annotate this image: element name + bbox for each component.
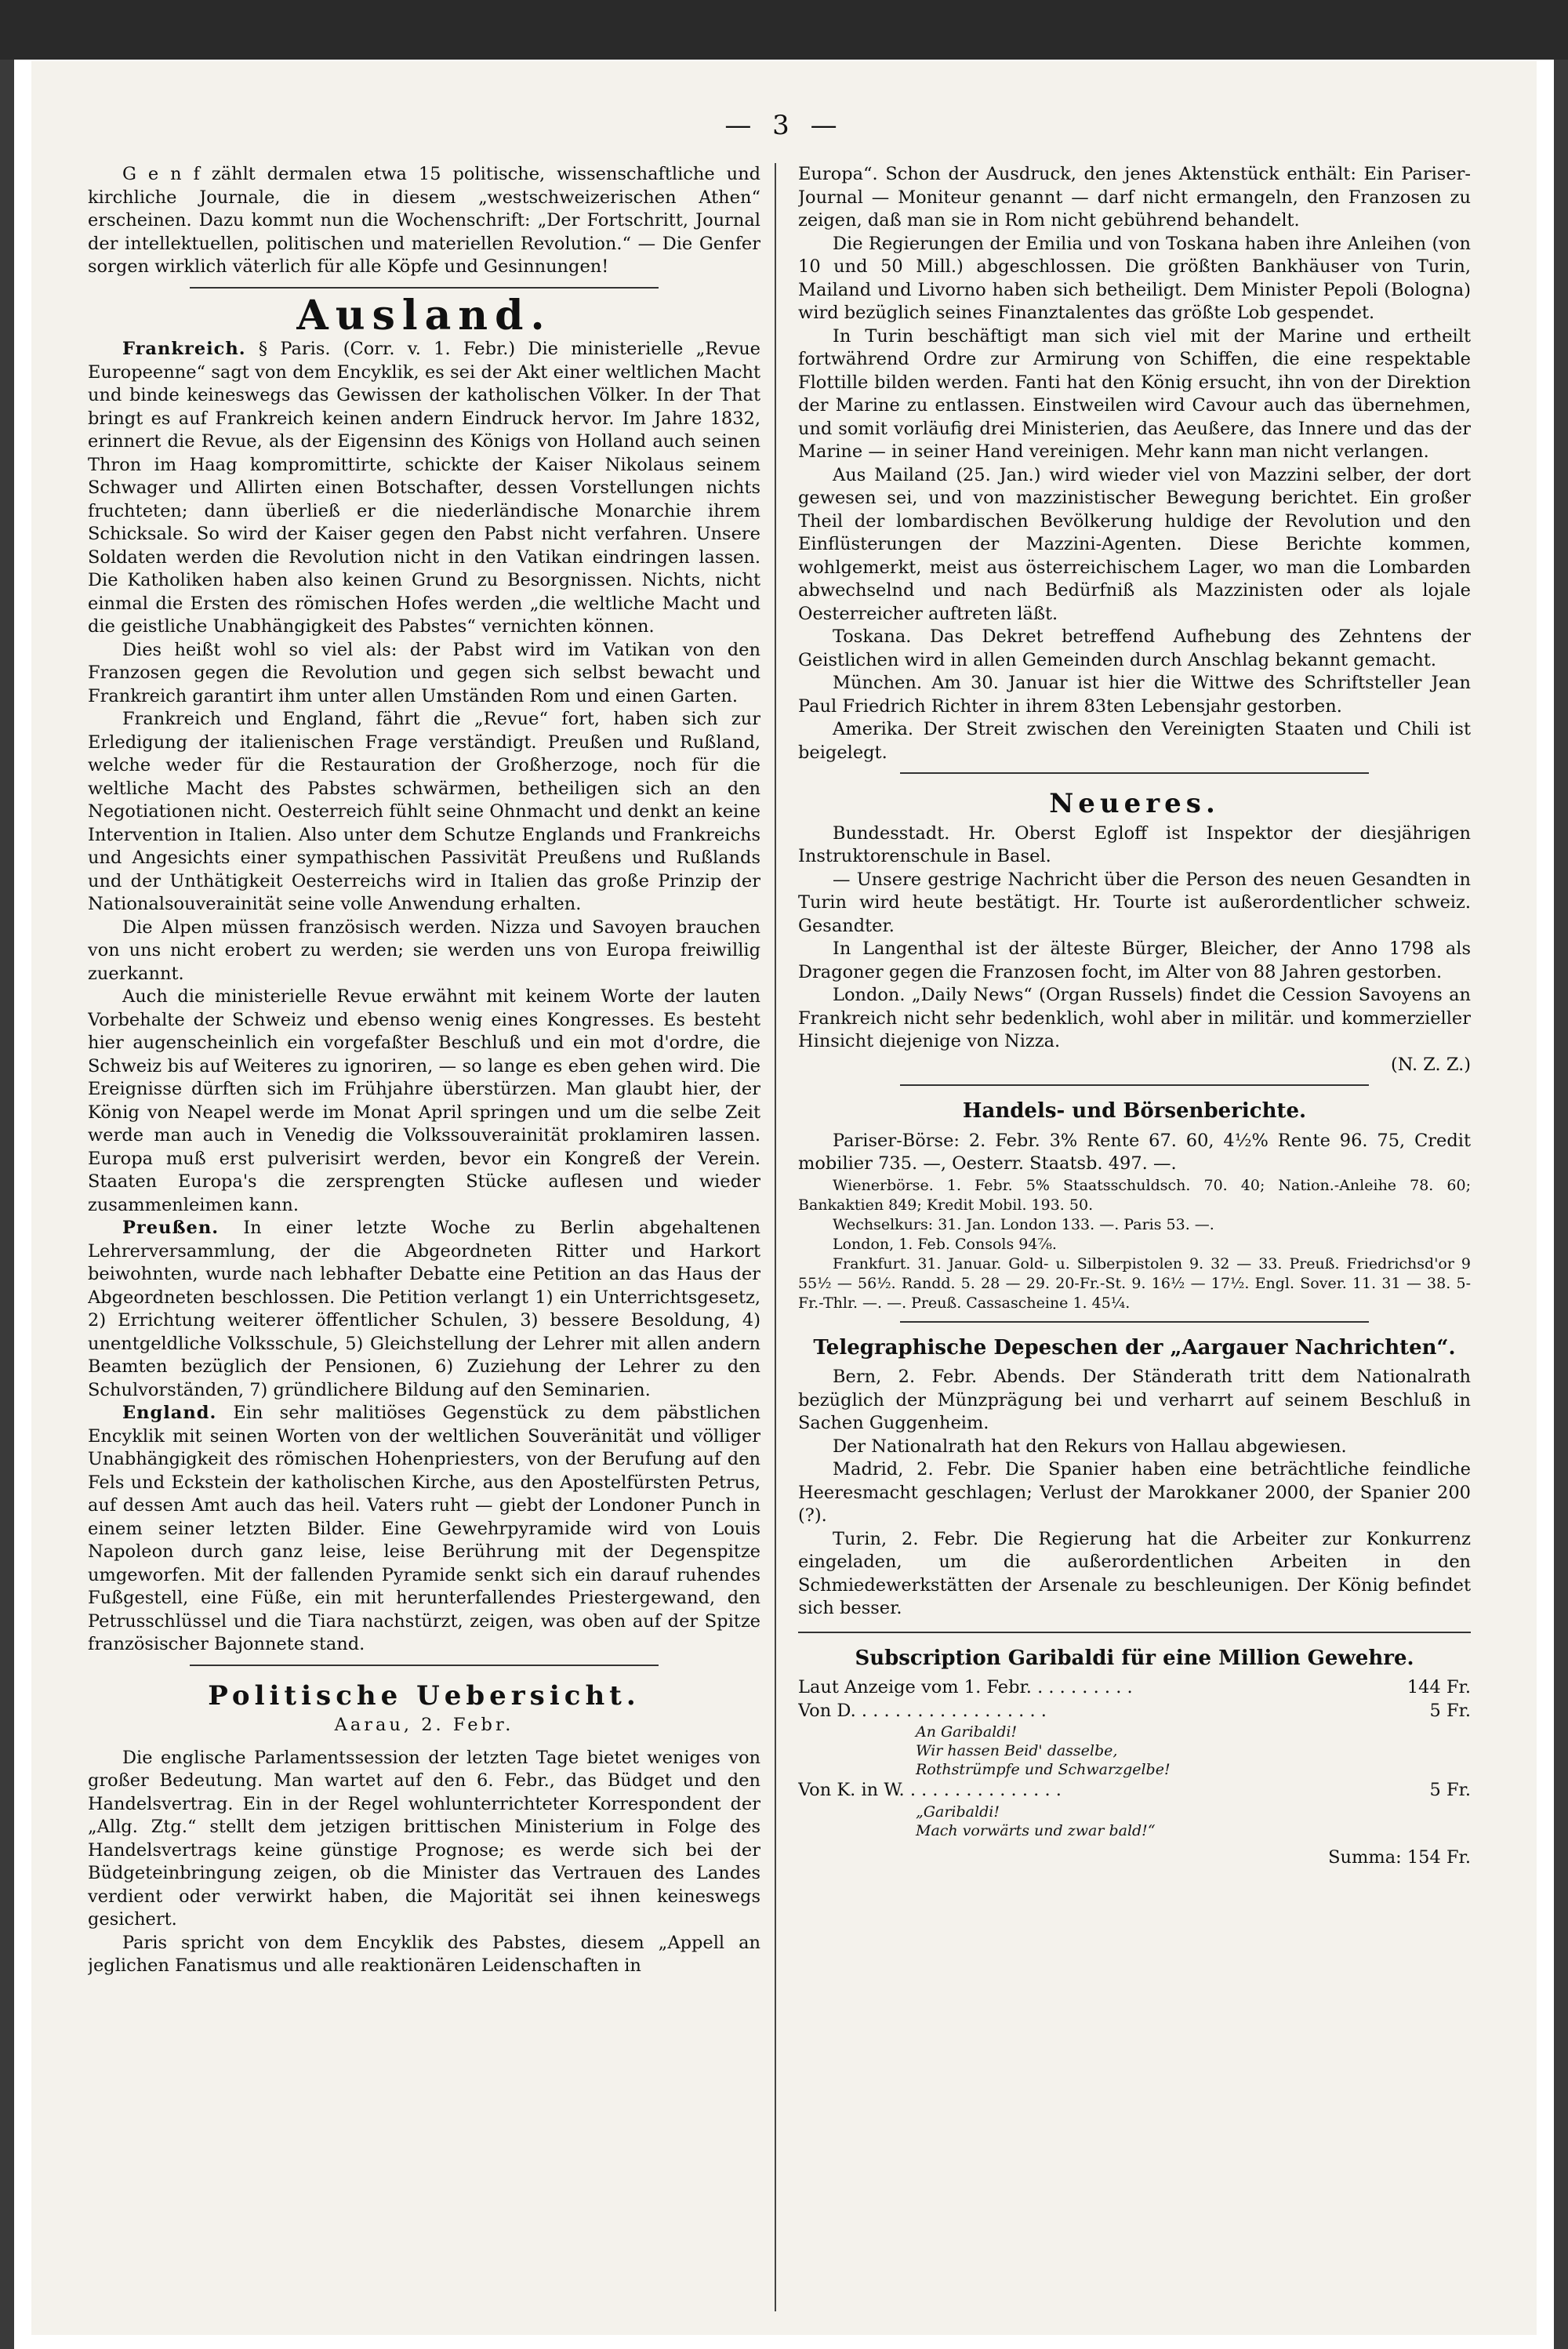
genf-paragraph: G e n f zählt dermalen etwa 15 politische, wissenschaftliche und kirchliche Journale, die in diesem „westschweizerischen Athen“ erscheinen. Dazu kommt nun die Wochenschrift: „Der Fortschritt, Journal der intellektuellen, politischen und materiellen Revolution.“ — Die Genfer sorgen wirklich väterlich für alle Köpfe und Gesinnungen!	[88, 164, 760, 277]
scan-right-border	[1554, 60, 1568, 2349]
telegraph-heading: Telegraphische Depeschen der „Aargauer Nachrichten“.	[813, 1335, 1456, 1360]
paris-boerse-paragraph: Pariser-Börse: 2. Febr. 3% Rente 67. 60, 4½% Rente 96. 75, Credit mobilier 735. —, Oesterr. Staatsb. 497. —.	[798, 1130, 1471, 1174]
scan-top-border	[0, 0, 1568, 60]
ausland-heading: Ausland.	[296, 291, 552, 339]
right-column	[798, 163, 1471, 2311]
frankreich-label: Frankreich.	[122, 339, 246, 359]
england-text: Ein sehr malitiöses Gegenstück zu dem päbstlichen Encyklik mit seinen Worten von der weltlichen Souveränität und völliger Unabhängigkeit des römischen Hohenpriesters, von der Berufung auf den Fels und Eckstein der katholischen Kirche, aus den Apostelfürsten Petrus, auf dessen Amt auch das heil. Vaters ruht — giebt der Londoner Punch in einem seiner letzten Bilder. Eine Gewehrpyramide wird von Louis Napoleon durch ganz leise, leise Berührung mit der Degenspitze umgeworfen. Mit der fallenden Pyramide senkt sich ein darauf ruhendes Fußgestell, eine Füße, ein mit herunterfallendes Priestergewand, den Petrusschlüssel und die Tiara nachstürzt, zeigen, was oben auf der Spitze französischer Bajonnete stand.	[88, 1403, 760, 1654]
uebersicht-paragraph-2: Paris spricht von dem Encyklik des Pabstes, diesem „Appell an jeglichen Fanatismus und alle reaktionären Leidenschaften in	[88, 1932, 760, 1976]
section-rule	[190, 287, 659, 289]
nationalrath-paragraph: Der Nationalrath hat den Rekurs von Hallau abgewiesen.	[833, 1436, 1347, 1457]
subscription-row	[798, 1700, 1471, 1723]
subscription-amount: 144 Fr.	[1406, 1677, 1471, 1697]
mailand-paragraph: Aus Mailand (25. Jan.) wird wieder viel von Mazzini selber, der dort gewesen sei, und von mazzinistischer Bewegung berichtet. Ein großer Theil der lombardischen Bevölkerung huldige der Revolution und den Einflüsterungen der Mazzini-Agenten. Diese Berichte kommen, wohlgemerkt, meist aus österreichischem Lager, wo man die Lombarden abwechselnd und nach Bedürfniß als Mazzinisten oder als lojale Oesterreicher auftreten läßt.	[798, 464, 1471, 624]
subscription-heading: Subscription Garibaldi für eine Million Gewehre.	[855, 1646, 1414, 1670]
england-paragraph	[88, 1402, 760, 1657]
continued-paragraph: Europa“. Schon der Ausdruck, den jenes Aktenstück enthält: Ein Pariser-Journal — Moniteur genannt — darf nicht ermangeln, den Franzosen zu zeigen, daß man sie in Rom nicht gebührend behandelt.	[798, 164, 1471, 231]
toskana-paragraph: Toskana. Das Dekret betreffend Aufhebung des Zehntens der Geistlichen wird in allen Gemeinden durch Anschlag bekannt gemacht.	[798, 626, 1471, 670]
london-consols-paragraph: London, 1. Feb. Consols 94⅞.	[833, 1235, 1057, 1253]
preussen-paragraph	[88, 1217, 760, 1402]
amerika-paragraph: Amerika. Der Streit zwischen den Vereinigten Staaten und Chili ist beigelegt.	[798, 719, 1471, 763]
subscription-total: Summa: 154 Fr.	[1328, 1846, 1471, 1868]
poem-line: Mach vorwärts und zwar bald!“	[916, 1821, 1156, 1839]
turin2-paragraph: Turin, 2. Febr. Die Regierung hat die Arbeiter zur Konkurrenz eingeladen, um die außerordentlichen Arbeiten in den Schmiedewerkstätten der Arsenale zu beschleunigen. Der König befindet sich besser.	[798, 1528, 1471, 1618]
uebersicht-heading: Politische Uebersicht.	[208, 1679, 641, 1712]
madrid-paragraph: Madrid, 2. Febr. Die Spanier haben eine beträchtliche feindliche Heeresmacht geschlagen; Verlust der Marokkaner 2000, der Spanier 200 (?).	[798, 1459, 1471, 1526]
frankreich-paragraph-5: Auch die ministerielle Revue erwähnt mit keinem Worte der lauten Vorbehalte der Schweiz und ebenso wenig eines Kongresses. Es besteht hier augenscheinlich ein vorgefaßter Beschluß und ein mot d'ordre, die Schweiz bis auf Weiteres zu ignoriren, — so lange es eben gehen wird. Die Ereignisse dürften sich im Frühjahre überstürzen. Man glaubt hier, der König von Neapel werde im Monat April springen und um die selbe Zeit werde man auch in Venedig die Volkssouverainität proklamiren lassen. Europa muß erst pulverisirt werden, bevor ein Kongreß der Verein. Staaten Europa's die zersprengten Stücke auflesen und wieder zusammenleimen kann.	[88, 986, 760, 1215]
frankreich-paragraph-2: Dies heißt wohl so viel als: der Pabst wird im Vatikan von den Franzosen gegen die Revolution und gegen sich selbst bewacht und Frankreich garantirt ihm unter allen Umständen Rom und einen Garten.	[88, 639, 760, 706]
subscription-label: Von K. in W. . . . . . . . . . . . . . .	[798, 1780, 1062, 1800]
poem-line: An Garibaldi!	[916, 1723, 1018, 1741]
newspaper-page	[31, 61, 1537, 2335]
left-column	[88, 163, 760, 2311]
column-divider	[775, 163, 776, 2311]
turin-paragraph: In Turin beschäftigt man sich viel mit der Marine und ertheilt fortwährend Ordre zur Armirung von Schiffen, die eine respektable Flottille bilden werden. Fanti hat den König ersucht, ihn von der Direktion der Marine zu entlassen. Einstweilen wird Cavour auch das übernehmen, und somit vorläufig drei Ministerien, das Aeußere, das Innere und das der Marine — in seiner Hand vereinigen. Mehr kann man nicht verlangen.	[798, 325, 1471, 462]
dateline: Aarau, 2. Febr.	[334, 1715, 514, 1735]
bundesstadt-paragraph: Bundesstadt. Hr. Oberst Egloff ist Inspektor der diesjährigen Instruktorenschule in Basel.	[798, 822, 1471, 866]
subscription-amount: 5 Fr.	[1429, 1780, 1471, 1800]
scan-left-border	[0, 60, 14, 2349]
poem-line: „Garibaldi!	[916, 1803, 1000, 1821]
england-label: England.	[122, 1403, 217, 1423]
section-rule-6	[798, 1632, 1471, 1633]
london-paragraph: London. „Daily News“ (Organ Russels) findet die Cession Savoyens an Frankreich nicht sehr bedenklich, wohl aber in militär. und kommerzieller Hinsicht diejenige von Nizza.	[798, 985, 1471, 1051]
section-rule-3	[900, 772, 1369, 774]
london-source: (N. Z. Z.)	[1390, 1054, 1471, 1075]
handel-heading: Handels- und Börsenberichte.	[962, 1099, 1307, 1123]
section-rule-4	[900, 1084, 1369, 1086]
wien-paragraph: Wienerbörse. 1. Febr. 5% Staatsschuldsch. 70. 40; Nation.-Anleihe 78. 60; Bankaktien 849; Kredit Mobil. 193. 50.	[798, 1176, 1471, 1214]
subscription-label: Von D. . . . . . . . . . . . . . . . . .	[798, 1700, 1047, 1721]
preussen-text: In einer letzte Woche zu Berlin abgehaltenen Lehrerversammlung, der die Abgeordneten Ritter und Harkort beiwohnten, wurde nach lebhafter Debatte eine Petition an das Haus der Abgeordneten beschlossen. Die Petition verlangt 1) ein Unterrichtsgesetz, 2) Errichtung weiterer öffentlicher Schulen, 3) bessere Besoldung, 4) unentgeldliche Volksschule, 5) Gleichstellung der Lehrer mit allen andern Beamten bezüglich der Pensionen, 6) Zuziehung der Lehrer zu den Schulvorständen, 7) gründlichere Bildung auf den Seminarien.	[88, 1218, 760, 1400]
frankreich-paragraph-1	[88, 338, 760, 639]
wechsel-paragraph: Wechselkurs: 31. Jan. London 133. —. Paris 53. —.	[833, 1215, 1214, 1233]
subscription-row	[798, 1676, 1471, 1700]
frankreich-paragraph-3: Frankreich und England, fährt die „Revue“ fort, haben sich zur Erledigung der italienischen Frage verständigt. Preußen und Rußland, welche weder für die Restauration der Großherzoge, noch für die weltliche Macht des Pabstes schwärmen, betheiligen sich an den Negotiationen nicht. Oesterreich fühlt seine Ohnmacht und denkt an keine Intervention in Italien. Also unter dem Schutze Englands und Frankreichs und Angesichts einer sympathischen Passivität Preußens und Rußlands und der Unthätigkeit Oesterreichs wird in Italien das große Prinzip der Nationalsouverainität seine volle Anwendung erhalten.	[88, 709, 760, 914]
muenchen-paragraph: München. Am 30. Januar ist hier die Wittwe des Schriftsteller Jean Paul Friedrich Richter in ihrem 83ten Lebensjahr gestorben.	[798, 673, 1471, 717]
preussen-label: Preußen.	[122, 1218, 220, 1238]
section-rule-2	[190, 1665, 659, 1666]
neueres-heading: Neueres.	[1049, 788, 1220, 819]
nachricht-paragraph: — Unsere gestrige Nachricht über die Person des neuen Gesandten in Turin wird heute bestätigt. Hr. Tourte ist außerordentlicher schweiz. Gesandter.	[798, 869, 1471, 936]
subscription-amount: 5 Fr.	[1429, 1700, 1471, 1721]
frankreich-text-1: § Paris. (Corr. v. 1. Febr.) Die ministerielle „Revue Europeenne“ sagt von dem Encyklik, es sei der Akt einer weltlichen Macht und binde keineswegs das Gewissen der katholischen Völker. In der That bringt es auf Frankreich keinen andern Eindruck hervor. Im Jahre 1832, erinnert die Revue, als der Eigensinn des Königs von Holland auch seinen Thron im Haag kompromittirte, schickte der Kaiser Nikolaus seinem Schwager und Allirten einen Botschafter, dessen Vorstellungen nichts fruchteten; dann überließ er die niederländische Monarchie ihrem Schicksale. So wird der Kaiser gegen den Pabst nicht verfahren. Unsere Soldaten werden die Revolution nicht in den Vatikan eindringen lassen. Die Katholiken haben also keinen Grund zu Besorgnissen. Nichts, nicht einmal die Ersten des römischen Hofes werden „die weltliche Macht und die geistliche Unabhängigkeit des Pabstes“ vernichten können.	[88, 339, 760, 637]
subscription-label: Laut Anzeige vom 1. Febr. . . . . . . . . .	[798, 1677, 1133, 1697]
uebersicht-paragraph-1: Die englische Parlamentssession der letzten Tage bietet weniges von großer Bedeutung. Man wartet auf den 6. Febr., das Büdget und den Handelsvertrag. Ein in der Regel wohlunterrichteter Korrespondent der „Allg. Ztg.“ stellt dem jetzigen brittischen Ministerium in Folge des Handelsvertrags keine günstige Prognose; es werde sich bei der Büdgeteinbringung zeigen, ob die Minister das Vertrauen des Landes verdient oder verwirkt haben, die Majorität sei ihnen keineswegs gesichert.	[88, 1747, 760, 1930]
bern-paragraph: Bern, 2. Febr. Abends. Der Ständerath tritt dem Nationalrath bezüglich der Münzprägung bei und verharrt auf seinem Beschluß in Sachen Guggenheim.	[798, 1367, 1471, 1433]
poem-line: Wir hassen Beid' dasselbe,	[916, 1742, 1118, 1759]
subscription-row	[798, 1779, 1471, 1803]
section-rule-5	[900, 1321, 1369, 1323]
frankfurt-paragraph: Frankfurt. 31. Januar. Gold- u. Silberpistolen 9. 32 — 33. Preuß. Friedrichsd'or 9 55½ — 56½. Randd. 5. 28 — 29. 20-Fr.-St. 9. 16½ — 17½. Engl. Sover. 11. 31 — 38. 5-Fr.-Thlr. —. —. Preuß. Cassascheine 1. 45¼.	[798, 1254, 1471, 1312]
emilia-paragraph: Die Regierungen der Emilia und von Toskana haben ihre Anleihen (von 10 und 50 Mill.) abgeschlossen. Die größten Bankhäuser von Turin, Mailand und Livorno haben sich betheiligt. Dem Minister Pepoli (Bologna) wird bezüglich seines Finanztalentes das größte Lob gespendet.	[798, 233, 1471, 323]
langenthal-paragraph: In Langenthal ist der älteste Bürger, Bleicher, der Anno 1798 als Dragoner gegen die Franzosen focht, im Alter von 88 Jahren gestorben.	[798, 939, 1471, 982]
frankreich-paragraph-4: Die Alpen müssen französisch werden. Nizza und Savoyen brauchen von uns nicht erobert zu werden; sie werden uns von Europa freiwillig zuerkannt.	[88, 917, 760, 984]
page-number: — 3 —	[724, 110, 844, 141]
poem-line: Rothstrümpfe und Schwarzgelbe!	[916, 1761, 1171, 1778]
